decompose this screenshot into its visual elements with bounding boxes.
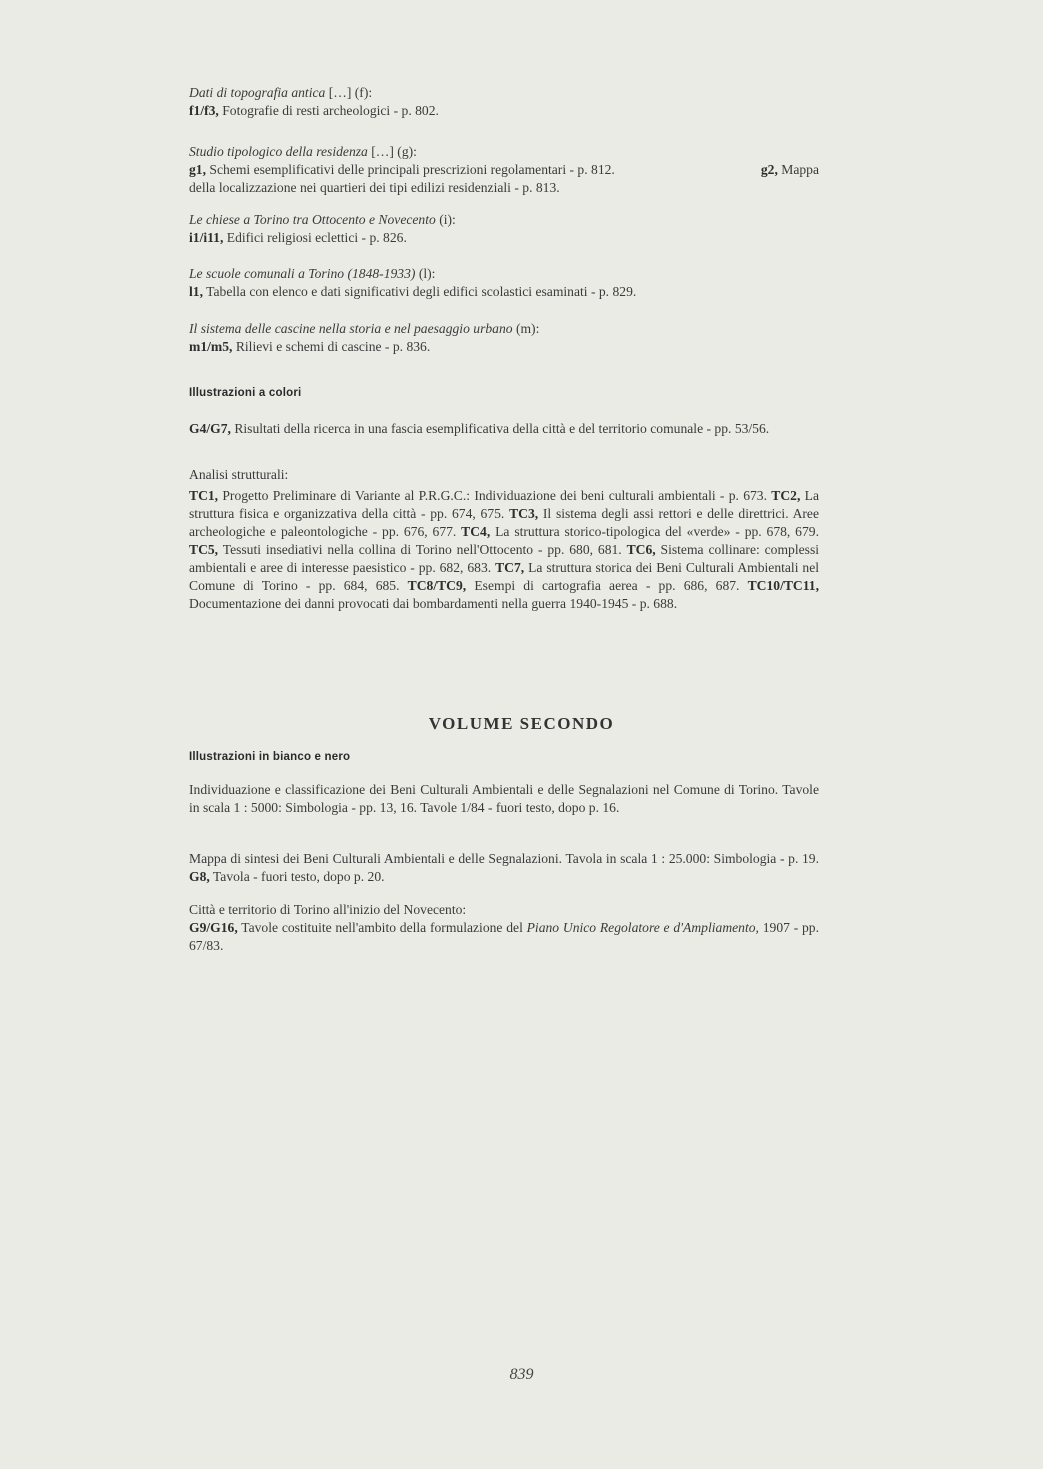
entry-continued: della localizzazione nei quartieri dei tipi edilizi residenziali - p. 813. xyxy=(189,180,560,195)
paragraph: Mappa di sintesi dei Beni Culturali Ambientali e delle Segnalazioni. Tavola in scala 1 : 25.000: Simbologia - p. 19. G8, Tavola - fuori testo, dopo p. 20. xyxy=(189,851,819,884)
list-item: TC2, La struttura fisica e organizzativa della città - pp. 674, 675. xyxy=(189,488,819,521)
entry: f1/f3, Fotografie di resti archeologici - p. 802. xyxy=(189,103,439,118)
volume-title: VOLUME SECONDO xyxy=(428,714,615,733)
section-colori xyxy=(189,384,819,402)
section-heading: Studio tipologico della residenza […] (g): xyxy=(189,144,417,159)
section-cascine xyxy=(189,320,819,356)
entry: m1/m5, Rilievi e schemi di cascine - p. 836. xyxy=(189,339,431,354)
analisi-strutturali xyxy=(189,466,819,484)
section-chiese xyxy=(189,211,819,247)
section-heading: Le scuole comunali a Torino (1848-1933) (l): xyxy=(189,266,436,281)
analisi-list xyxy=(189,487,819,613)
colori-g-entry xyxy=(189,420,819,438)
section-heading: Le chiese a Torino tra Ottocento e Novecento (i): xyxy=(189,212,456,227)
section-topografia xyxy=(189,84,819,120)
list-item: TC7, La struttura storica dei Beni Culturali Ambientali nel Comune di Torino - pp. 684, 685. xyxy=(189,560,820,593)
entry: i1/i11, Edifici religiosi eclettici - p. 826. xyxy=(189,230,407,245)
section-title: Illustrazioni a colori xyxy=(189,387,302,399)
section-heading: Il sistema delle cascine nella storia e nel paesaggio urbano (m): xyxy=(189,321,540,336)
page-number: 839 xyxy=(509,1366,534,1383)
paragraph-individuazione xyxy=(189,781,819,817)
list-item: TC4, La struttura storico-tipologica del «verde» - pp. 678, 679. xyxy=(461,524,819,539)
list-item: TC10/TC11, Documentazione dei danni provocati dai bombardamenti nella guerra 1940-1945 - p. 688. xyxy=(189,578,819,611)
paragraph: G9/G16, Tavole costituite nell'ambito della formulazione del Piano Unico Regolatore e d'Ampliamento, 1907 - pp. 67/83. xyxy=(189,920,819,953)
list-item: TC3, Il sistema degli assi rettori e delle direttrici. Aree archeologiche e paleontologiche - pp. 676, 677. xyxy=(189,506,819,539)
entry: g1, Schemi esemplificativi delle principali prescrizioni regolamentari - p. 812. g2, Mappa xyxy=(189,162,819,177)
list-item: TC5, Tessuti insediativi nella collina di Torino nell'Ottocento - pp. 680, 681. xyxy=(189,542,627,557)
section-residenza xyxy=(189,143,819,197)
paragraph-tavole xyxy=(189,919,819,955)
analisi-paragraph xyxy=(189,487,819,613)
analisi-label: Analisi strutturali: xyxy=(189,467,289,482)
section-bianco-nero xyxy=(189,748,819,766)
list-item: TC8/TC9, Esempi di cartografia aerea - pp. 686, 687. xyxy=(407,578,748,593)
paragraph-line: Città e territorio di Torino all'inizio del Novecento: xyxy=(189,902,467,917)
paragraph-mappa xyxy=(189,850,819,886)
entry: G4/G7, Risultati della ricerca in una fascia esemplificativa della città e del territorio comunale - pp. 53/56. xyxy=(189,421,770,436)
list-item: TC6, Sistema collinare: complessi ambientali e aree di interesse paesistico - pp. 682, 683. xyxy=(189,542,820,575)
paragraph: Individuazione e classificazione dei Beni Culturali Ambientali e delle Segnalazioni nel Comune di Torino. Tavole in scala 1 : 5000: Simbologia - pp. 13, 16. Tavole 1/84 - fuori testo, dopo p. 16. xyxy=(189,782,819,815)
paragraph-citta xyxy=(189,901,819,919)
list-item: TC1, Progetto Preliminare di Variante al P.R.G.C.: Individuazione dei beni culturali ambientali - p. 673. xyxy=(189,488,772,503)
entry: l1, Tabella con elenco e dati significativi degli edifici scolastici esaminati - p. 829. xyxy=(189,284,637,299)
section-title: Illustrazioni in bianco e nero xyxy=(189,751,351,763)
section-heading: Dati di topografia antica […] (f): xyxy=(189,85,373,100)
section-scuole xyxy=(189,265,819,301)
